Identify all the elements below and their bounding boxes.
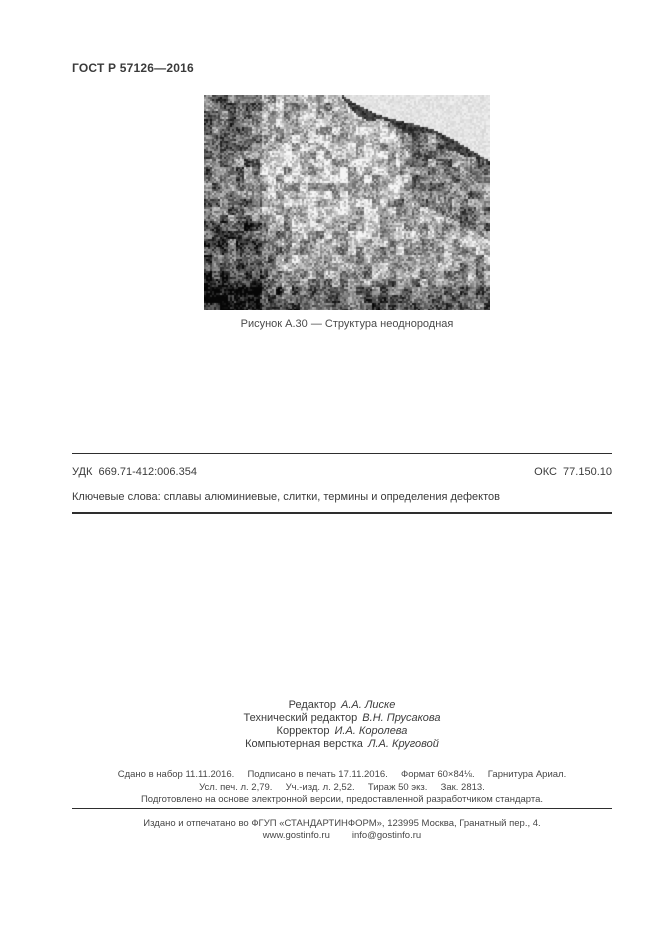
divider-middle	[72, 512, 612, 514]
email-link[interactable]: info@gostinfo.ru	[351, 830, 422, 841]
staff-role: Технический редактор	[243, 712, 358, 724]
print-info-block	[72, 769, 612, 807]
staff-name: А.А. Лиске	[341, 699, 396, 711]
divider-bottom	[72, 808, 612, 809]
staff-role: Редактор	[288, 699, 337, 711]
micrograph-image	[204, 95, 490, 310]
print-info-line-1: Сдано в набор 11.11.2016. Подписано в печать 17.11.2016. Формат 60×84⅛. Гарнитура Ариал.	[117, 769, 567, 780]
staff-row-editor	[72, 699, 612, 712]
contact-row	[72, 830, 612, 842]
publisher-line: Издано и отпечатано во ФГУП «СТАНДАРТИНФОРМ», 123995 Москва, Гранатный пер., 4.	[143, 818, 541, 829]
oks-code: ОКС 77.150.10	[534, 466, 612, 478]
print-info-line-2: Усл. печ. л. 2,79. Уч.-изд. л. 2,52. Тираж 50 экз. Зак. 2813.	[199, 781, 485, 793]
figure-caption: Рисунок А.30 — Структура неоднородная	[240, 318, 454, 330]
staff-name: Л.А. Круговой	[367, 738, 439, 750]
staff-row-corrector	[72, 725, 612, 738]
divider-top	[72, 453, 612, 454]
standard-number-header: ГОСТ Р 57126—2016	[72, 61, 194, 75]
keywords-line: Ключевые слова: сплавы алюминиевые, слитки, термины и определения дефектов	[72, 491, 500, 503]
staff-name: И.А. Королева	[334, 725, 408, 737]
print-info-line-3: Подготовлено на основе электронной версии, предоставленной разработчиком стандарта.	[140, 794, 544, 805]
editorial-staff-block	[72, 699, 612, 751]
staff-role: Корректор	[276, 725, 330, 737]
staff-row-technical-editor	[72, 712, 612, 725]
staff-role: Компьютерная верстка	[245, 738, 363, 750]
staff-row-layout	[72, 738, 612, 751]
udk-code: УДК 669.71-412:006.354	[72, 466, 197, 478]
website-link[interactable]: www.gostinfo.ru	[262, 830, 330, 841]
staff-name: В.Н. Прусакова	[362, 712, 441, 724]
publisher-block	[72, 818, 612, 842]
